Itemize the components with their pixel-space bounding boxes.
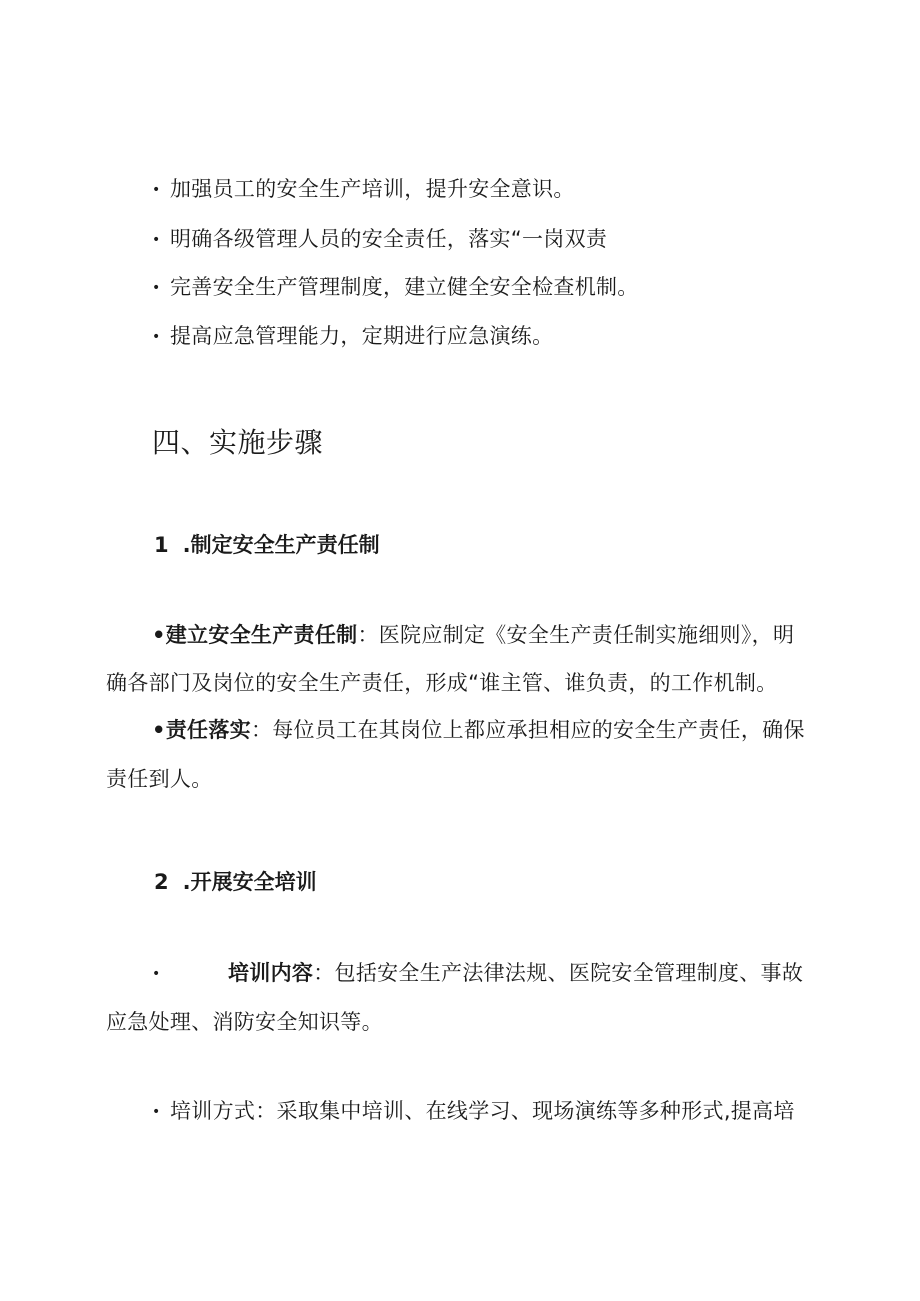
list-item: • 完善安全生产管理制度，建立健全安全检查机制。 <box>152 273 639 302</box>
step-heading <box>154 868 317 896</box>
paragraph-line: •责任落实：每位员工在其岗位上都应承担相应的安全生产责任，确保 <box>152 718 805 742</box>
section-heading: 四、实施步骤 <box>152 426 324 459</box>
bullet-icon: • <box>152 280 161 296</box>
step-number: 2 <box>154 870 169 894</box>
item-label: 培训方式 <box>170 1099 256 1123</box>
bullet-icon: • <box>152 623 166 647</box>
paragraph-line: 确各部门及岗位的安全生产责任，形成“谁主管、谁负责，的工作机制。 <box>106 671 778 695</box>
paragraph-line: • 培训内容：包括安全生产法律法规、医院安全管理制度、事故 <box>152 959 803 988</box>
list-item: • 加强员工的安全生产培训，提升安全意识。 <box>152 175 575 204</box>
bullet-icon: • <box>152 1104 161 1120</box>
bullet-icon: • <box>152 718 166 742</box>
paragraph-line: 应急处理、消防安全知识等。 <box>106 1010 383 1034</box>
bullet-icon: • <box>152 966 161 982</box>
step-title: .制定安全生产责任制 <box>182 533 380 557</box>
item-label: 责任落实 <box>165 718 251 742</box>
step-heading <box>154 531 380 559</box>
paragraph-line: 责任到人。 <box>106 767 213 791</box>
bullet-icon: • <box>152 232 161 248</box>
bullet-icon: • <box>152 329 161 345</box>
step-title: .开展安全培训 <box>182 870 317 894</box>
item-label: 培训内容 <box>228 961 314 985</box>
item-label: 建立安全生产责任制 <box>165 623 358 647</box>
paragraph-line: • 培训方式：采取集中培训、在线学习、现场演练等多种形式,提高培 <box>152 1097 795 1126</box>
list-item: • 提高应急管理能力，定期进行应急演练。 <box>152 322 553 351</box>
list-item: • 明确各级管理人员的安全责任，落实“一岗双责 <box>152 225 607 254</box>
paragraph-line: •建立安全生产责任制：医院应制定《安全生产责任制实施细则》，明 <box>152 623 795 647</box>
step-number: 1 <box>154 533 169 557</box>
bullet-icon: • <box>152 182 161 198</box>
